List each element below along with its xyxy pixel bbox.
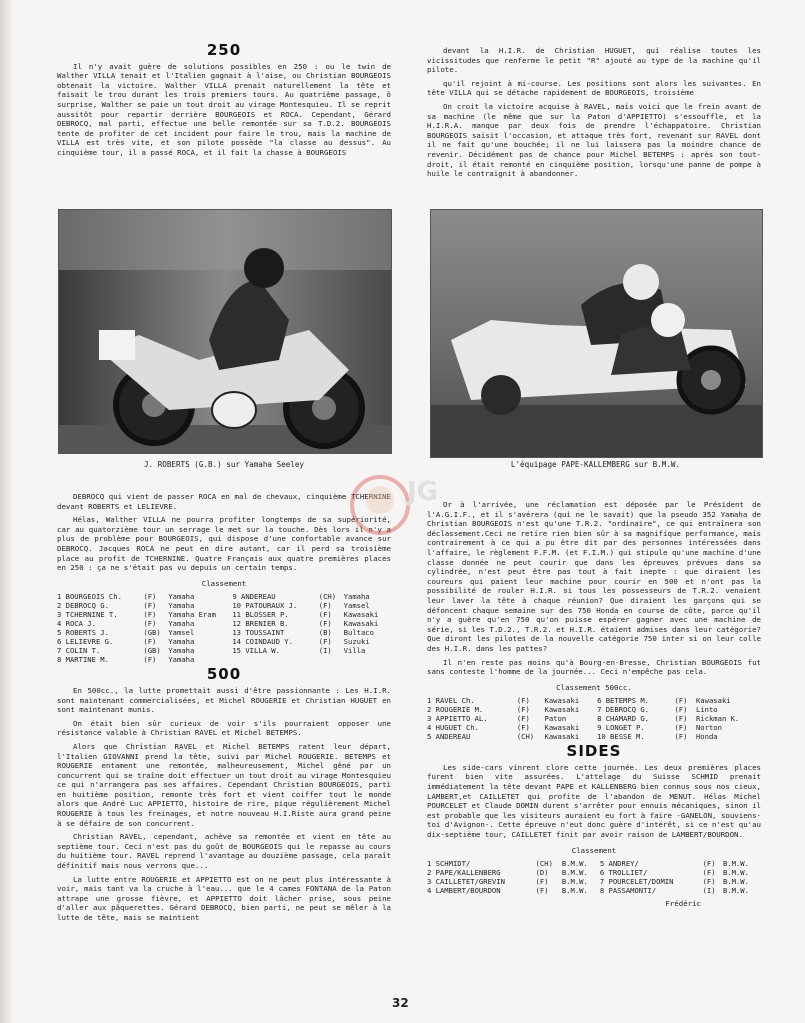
paragraph: On croit la victoire acquise à RAVEL, mais voici que le frein avant de sa machine (le même que sur la Paton d'APPIETTO) s'essouffle, et la H.I.R.A. manque par deux fois de prendre l'échappatoire. Christian BOURGEOIS saisit l'occasion, et attaque très fort, revenant sur RAVEL dont il ne fait qu'une bouchée; il ne lui laissera pas la moindre chance de revenir. Décidément pas de chance pour Michel BETEMPS : après son tout-droit, il était remonté en cinquième position, lorsqu'une panne de pompe à huile le contraignit à abandonner. <box>427 101 761 179</box>
heading-500: 500 <box>206 665 242 684</box>
classement-cell: (F) <box>143 601 157 611</box>
classement-cell: 2 DEBROCQ G. <box>57 601 109 611</box>
classement-cell: B.M.W. <box>561 886 588 896</box>
classement-cell: 13 TOUSSAINT <box>232 628 285 638</box>
paragraph: En 500cc., la lutte promettait aussi d'être passionnante : Les H.I.R. sont maintenant commercialisées, et Michel ROUGERIE et Christian HUGUET en sont maintenant munis. <box>57 685 391 715</box>
classement-cell: 1 SCHMIDT/ <box>427 859 471 869</box>
classement-cell: (F) <box>143 655 157 665</box>
classement-row <box>427 877 761 886</box>
heading-250: 250 <box>206 41 242 59</box>
classement-cell: Yamsel <box>168 628 195 638</box>
classement-cell: 8 CHAMARD G. <box>597 714 650 724</box>
paragraph: La lutte entre ROUGERIE et APPIETTO est on ne peut plus intéressante à voir, mais tant va la cruche à l'eau... que le 4 cames FONTANA de la Paton attrape une grosse fièvre, et APPIETTO doit lâcher prise, sous peine d'aller aux pâquerettes. Gérard DEBROCQ, bien parti, ne peut se mêler à la lutte de tête, mais se maintient <box>57 874 391 922</box>
classement-cell: 14 COINDAUD Y. <box>232 637 293 647</box>
classement-cell: (GB) <box>143 646 161 656</box>
classement-cell: (F) <box>143 610 157 620</box>
sidecar-photo <box>431 210 762 457</box>
classement-cell: Honda <box>695 732 718 742</box>
classement-cell: 7 POURCELET/DOMIN <box>599 877 674 887</box>
classement-cell: B.M.W. <box>722 868 749 878</box>
classement-cell: (CH) <box>535 859 553 869</box>
author-signature: Frédéric <box>665 899 701 909</box>
classement-cell: 6 BETEMPS M. <box>597 696 650 706</box>
classement-cell: 2 PAPE/KALLENBERG <box>427 868 501 878</box>
classement-cell: (F) <box>318 637 332 647</box>
classement-row <box>57 610 391 619</box>
classement-cell: B.M.W. <box>561 859 588 869</box>
page-edge <box>0 0 14 1023</box>
classement-cell: 2 ROUGERIE M. <box>427 705 484 715</box>
classement-cell: (F) <box>535 886 549 896</box>
classement-cell: 11 BLOSSER P. <box>232 610 289 620</box>
classement-row <box>57 646 391 655</box>
classement-cell: Yamaha <box>168 601 195 611</box>
classement-cell: (F) <box>702 859 716 869</box>
classement-row <box>57 655 391 664</box>
continuation-250 <box>57 492 391 573</box>
classement-cell: (D) <box>535 868 549 878</box>
classement-cell: 9 ANDEREAU <box>232 592 276 602</box>
caption-roberts: J. ROBERTS (G.B.) sur Yamaha Seeley <box>143 460 304 469</box>
classement-cell: Yamaha <box>168 646 195 656</box>
heading-sides: SIDES <box>566 742 622 761</box>
classement-cell: B.M.W. <box>722 886 749 896</box>
left-column-lower <box>57 492 391 927</box>
classement-cell: Paton <box>544 714 567 724</box>
classement-cell: 4 LAMBERT/BOURDON <box>427 886 501 896</box>
classement-row <box>427 859 761 868</box>
classement-cell: (CH) <box>318 592 337 602</box>
paragraph: Les side-cars vinrent clore cette journée. Les deux premières places furent bien vite assurées. L'attelage du Suisse SCHMID prenait immédiatement la tête devant PAPE et KALLENBERG bien connus sous nos cieux, LAMBERT,et CAILLETET qui profite de l'abandon de MENUT. Hélas Michel POURCELET et Claude DOMIN durent s'arrêter pour ennuis mécaniques, sinon il est probable que les visiteurs auraient eu fort à faire -GANELON, souviens-toi d'Avignon-. Cette épreuve n'eut donc guère d'intérêt, si ce n'est qu'au dix-septième tour, CAILLETET finit par avoir raison de LAMBERT/BOURDON. <box>427 762 761 840</box>
paragraph: Il n'en reste pas moins qu'à Bourg-en-Bresse, Christian BOURGEOIS fut sans conteste l'homme de la journée... Ceci n'empêche pas cela. <box>427 657 761 677</box>
paragraph: DEBROCQ qui vient de passer ROCA en mal de chevaux, cinquième TCHERNINE devant ROBERTS et LELIEVRE. <box>57 492 391 511</box>
classement-cell: Yamaha <box>168 655 195 665</box>
classement-cell: (F) <box>516 723 530 733</box>
classement-row <box>427 868 761 877</box>
paragraph: Christian RAVEL, cependant, achève sa remontée et vient en tête au septième tour. Ceci n'est pas du goût de BOURGEOIS qui le repasse au cours du huitième tour. RAVEL reprend l'avantage au douzième passage, cela paraît définitif mais nous verrons que... <box>57 832 391 871</box>
classement-cell: (F) <box>318 619 332 629</box>
photo-pape-kallemberg <box>430 209 763 458</box>
classement-cell: Yamaha <box>168 592 195 602</box>
classement-row <box>427 723 761 732</box>
photo-roberts-yamaha <box>58 209 392 454</box>
classement-cell: 3 TCHERNINE T. <box>57 610 118 620</box>
classement-row <box>57 592 391 601</box>
classement-row <box>57 601 391 610</box>
classement-cell: (F) <box>674 705 688 715</box>
classement-row <box>427 886 761 895</box>
classement-cell: B.M.W. <box>561 868 588 878</box>
paragraph: On était bien sûr curieux de voir s'ils pourraient opposer une résistance valable à Christian RAVEL et Michel BETEMPS. <box>57 718 391 738</box>
classement-cell: 5 ROBERTS J. <box>57 628 109 638</box>
classement-cell: B.M.W. <box>561 877 588 887</box>
classement-cell: 6 LELIEVRE G. <box>57 637 114 647</box>
classement-500-title: Classement 500cc. <box>556 682 632 692</box>
classement-500-table <box>427 696 761 741</box>
classement-cell: 7 COLIN T. <box>57 646 101 656</box>
classement-cell: (B) <box>318 628 332 638</box>
classement-row <box>427 696 761 705</box>
classement-row <box>427 714 761 723</box>
classement-cell: Rickman K. <box>695 714 740 724</box>
left-column <box>57 41 391 162</box>
classement-cell: 8 PASSAMONTI/ <box>599 886 657 896</box>
classement-cell: Kawasaki <box>343 619 379 629</box>
classement-cell: (F) <box>702 868 716 878</box>
caption-pape-kallemberg: L'équipage PAPE-KALLEMBERG sur B.M.W. <box>510 460 681 469</box>
classement-cell: (I) <box>318 646 332 656</box>
watermark-logo <box>345 460 465 550</box>
classement-cell: Kawasaki <box>544 732 580 742</box>
classement-cell: (F) <box>674 732 688 742</box>
classement-cell: Yamaha <box>343 592 370 602</box>
classement-cell: Yamaha <box>168 637 195 647</box>
classement-cell: (F) <box>143 637 157 647</box>
classement-cell: (F) <box>702 877 716 887</box>
classement-cell: (F) <box>516 714 530 724</box>
classement-cell: Yamaha <box>168 619 195 629</box>
classement-cell: (F) <box>516 696 530 706</box>
classement-cell: Kawasaki <box>695 696 731 706</box>
classement-cell: Suzuki <box>343 637 370 647</box>
motorcycle-photo <box>59 210 391 453</box>
classement-cell: 1 BOURGEOIS Ch. <box>57 592 122 602</box>
classement-cell: 12 BRENIER B. <box>232 619 289 629</box>
paragraph: devant la H.I.R. de Christian HUGUET, qui réalise toutes les vicissitudes que renferme le petit "R" ajouté au type de la machine qu'il pilote. <box>427 46 761 75</box>
classement-cell: Kawasaki <box>544 696 580 706</box>
paragraph: Il n'y avait guère de solutions possibles en 250 : ou le twin de Walther VILLA tenait et l'Italien gagnait à l'aise, ou Christian BOURGEOIS obtenait la victoire. Walther VILLA prenait naturellement la tête et faisait le trou durant les trois premiers tours. Au quatrième passage, ô surprise, Walther se paie un tout droit au virage Montesquieu. Il se reprit aussitôt pour repartir derrière BOURGEOIS et ROCA. Cependant, Gérard DEBROCQ, mal parti, effectue une belle remontée sur sa T.D.2. BOURGEOIS tente de profiter de cet incident pour faire le trou, mais la machine de VILLA est très vite, et son pilote possède "la classe au dessus". Au cinquième tour, il a passé ROCA, et il fait la chasse à BOURGEOIS <box>57 61 391 157</box>
paragraph: qu'il rejoint à mi-course. Les positions sont alors les suivantes. En tête VILLA qui se détache rapidement de BOURGEOIS, troisième <box>427 78 761 98</box>
classement-cell: (F) <box>318 610 332 620</box>
classement-cell: Kawasaki <box>544 723 580 733</box>
classement-cell: 8 MARTINE M. <box>57 655 109 665</box>
classement-row <box>57 637 391 646</box>
classement-cell: Bultaco <box>343 628 374 638</box>
classement-cell: 3 APPIETTO AL. <box>427 714 488 724</box>
classement-cell: 4 HUGUET Ch. <box>427 723 479 733</box>
classement-cell: Villa <box>343 646 366 656</box>
classement-cell: (F) <box>143 619 157 629</box>
classement-cell: 15 VILLA W. <box>232 646 280 656</box>
classement-cell: 1 RAVEL Ch. <box>427 696 475 706</box>
classement-cell <box>344 655 391 664</box>
classement-cell: 10 PATOURAUX J. <box>232 601 298 611</box>
classement-cell: Yamaha Eram <box>168 610 216 620</box>
classement-cell: (F) <box>535 877 549 887</box>
classement-250-table <box>57 592 391 664</box>
classement-cell: 5 ANDEREAU <box>427 732 471 742</box>
classement-cell: (GB) <box>143 628 161 638</box>
classement-cell: Yamsel <box>343 601 370 611</box>
sides-paragraphs <box>427 763 761 840</box>
classement-cell: Kawasaki <box>343 610 379 620</box>
paragraph: Or à l'arrivée, une réclamation est déposée par le Président de l'A.G.I.F., et il s'avérera (qui ne le savait) que la pseudo 352 Yamaha de Christian BOURGEOIS n'est qu'une T.R.2. "ordinaire", ce qui entraînera son déclassement.Ceci ne retire rien bien sûr à sa magnifique performance, mais contrairement à ce qui a pu être dit par des personnes intéressées dans l'affaire, le règlement F.F.M. (et F.I.M.) qui stipule qu'une machine d'une classe donnée ne peut courir que dans les épreuves prévues dans sa cylindrée, n'est peut être pas tout à fait inepte : que diraient les coureurs qui paient leur machine pour courir en 500 et n'ont pas la possibilité de rouler H.I.R. si tous les possesseurs de T.R.2. venaient leur laver la tête à chaque réunion? Que diraient les garçons qui se défoncent chaque semaine sur des 750 Honda en course de côte, parce qu'il n'y a guère qu'en 750 qu'on puisse espérer gagner avec une machine de série, si les T.D.2., T.R.2. et H.I.R. étaient admises dans leur catégorie? Que diront les pilotes de la nouvelle catégorie 750 inter si on leur colle des H.I.R. dans les pattes? <box>427 500 761 653</box>
classement-sides-table <box>427 859 761 895</box>
classement-cell: (F) <box>318 601 332 611</box>
reclamation-paragraphs <box>427 500 761 677</box>
classement-cell: 6 TROLLIET/ <box>599 868 648 878</box>
classement-cell: B.M.W. <box>722 877 749 887</box>
classement-cell <box>319 655 344 664</box>
classement-cell: (F) <box>143 592 157 602</box>
classement-row <box>427 705 761 714</box>
classement-row <box>57 619 391 628</box>
intro-250 <box>57 62 391 158</box>
classement-cell: Linto <box>695 705 718 715</box>
classement-cell: 7 DEBROCQ G. <box>597 705 650 715</box>
classement-cell: 5 ANDREY/ <box>599 859 639 869</box>
paragraph: Hélas, Walther VILLA ne pourra profiter longtemps de sa supériorité, car au quatorzième tour un serrage le met sur la touche. Dès lors il n'y a plus de problème pour BOURGEOIS, qui dispose d'une confortable avance sur DEBROCQ. Jacques ROCA ne peut en dire autant, car il perd sa troisième place au profit de TCHERNINE. Quatre Français aux quatre premières places en 250 : ça ne s'était pas vu depuis un certain temps. <box>57 515 391 573</box>
classement-cell: (I) <box>702 886 716 896</box>
classement-cell: (F) <box>516 705 530 715</box>
classement-cell: Norton <box>695 723 722 733</box>
opening-500 <box>427 46 761 179</box>
classement-row <box>57 628 391 637</box>
classement-250-title: Classement <box>201 578 247 588</box>
paragraph: Alors que Christian RAVEL et Michel BETEMPS ratent leur départ, l'Italien GIOVANNI prend la tête, suivi par Michel ROUGERIE. BETEMPS et ROUGERIE entament une remontée, malheureusement, Michel gêné par un concurrent qui se traîne doit effectuer un tout droit au virage Montesquieu ce qui n'arrangera pas ses affaires. Cependant Christian BOURGEOIS, parti en huitième position, remonte très fort et vient coiffer tout le monde alors que André Luc APPIETTO, histoire de rire, pique régulièrement Michel ROUGERIE à tous les freinages, et notre nouveau H.I.Riste aura grand peine à se défaire de son concurrent. <box>57 741 391 828</box>
classement-cell: (F) <box>674 696 688 706</box>
classement-cell: (CH) <box>516 732 535 742</box>
classement-cell: 9 LONGET P. <box>597 723 645 733</box>
right-column <box>427 46 761 183</box>
classement-cell: 4 ROCA J. <box>57 619 96 629</box>
svg-text:JG: JG <box>407 477 439 507</box>
page-number: 32 <box>392 996 409 1010</box>
classement-cell: (F) <box>674 714 688 724</box>
paragraphs-500 <box>57 686 391 923</box>
classement-cell <box>232 655 318 664</box>
right-column-lower <box>427 500 761 909</box>
classement-cell: 10 BESSE M. <box>597 732 645 742</box>
classement-sides-title: Classement <box>571 845 617 855</box>
classement-cell: (F) <box>674 723 688 733</box>
classement-cell: Kawasaki <box>544 705 580 715</box>
classement-cell: B.M.W. <box>722 859 749 869</box>
classement-cell: 3 CAILLETET/GREVIN <box>427 877 505 887</box>
classement-row <box>427 732 761 741</box>
